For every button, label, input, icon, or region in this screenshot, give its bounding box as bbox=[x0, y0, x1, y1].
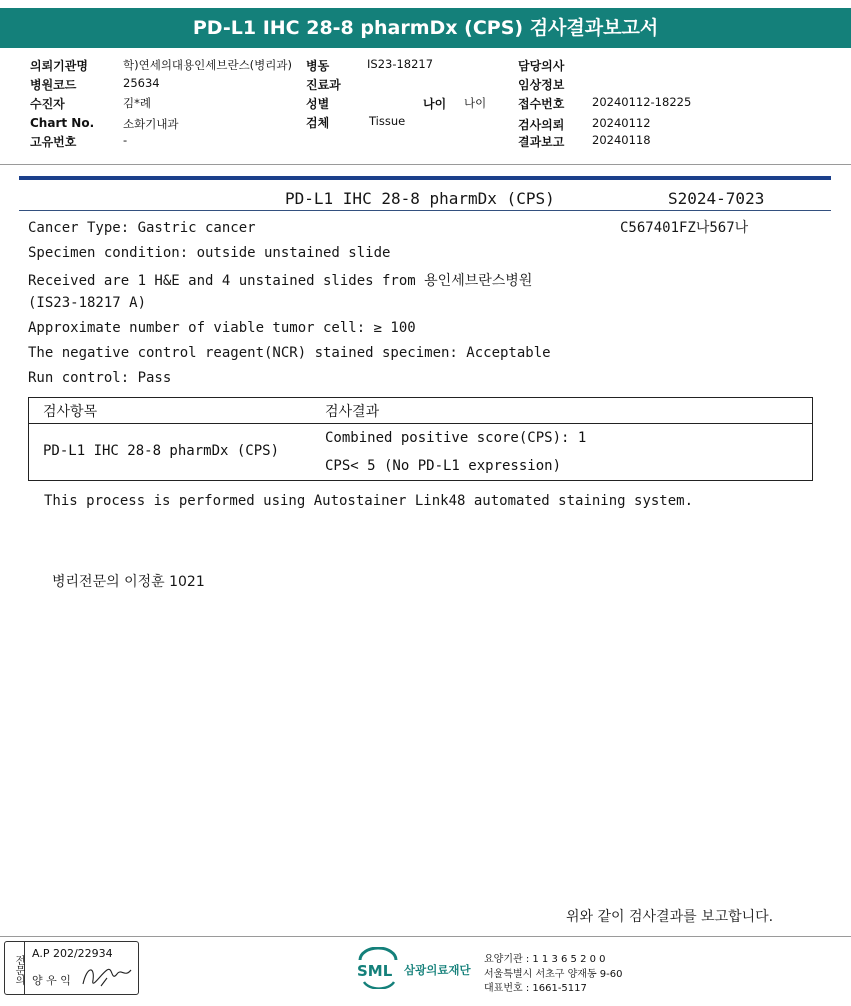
age-label: 나이 bbox=[423, 97, 447, 111]
header-divider bbox=[0, 164, 851, 165]
specimen-value: Tissue bbox=[369, 114, 406, 128]
report-date-value: 20240118 bbox=[592, 133, 651, 147]
patient-label: 수진자 bbox=[30, 97, 65, 111]
stamp-vertical-label: 전문의 bbox=[5, 942, 25, 994]
sml-logo-text: SML bbox=[357, 962, 393, 980]
sex-label: 성별 bbox=[306, 97, 330, 111]
doctor-label: 담당의사 bbox=[518, 59, 565, 73]
test-item-header: 검사항목 bbox=[43, 404, 98, 420]
address-line: 서울특별시 서초구 양재동 9-60 bbox=[484, 969, 623, 980]
clinical-info-label: 임상정보 bbox=[518, 78, 565, 92]
result-table-header-divider bbox=[29, 423, 812, 424]
test-result-header: 검사결과 bbox=[325, 404, 380, 420]
hospital-name-label: 의뢰기관명 bbox=[30, 59, 88, 73]
chart-no-value: 소화기내과 bbox=[123, 117, 179, 131]
test-item-cell: PD-L1 IHC 28-8 pharmDx (CPS) bbox=[43, 443, 280, 459]
cps-score-cell: Combined positive score(CPS): 1 bbox=[325, 430, 587, 446]
hospital-code-value: 25634 bbox=[123, 76, 160, 90]
cancer-type-line: Cancer Type: Gastric cancer bbox=[28, 220, 256, 236]
pathologist-signature: 병리전문의 이정훈 1021 bbox=[52, 574, 205, 590]
ncr-line: The negative control reagent(NCR) stained specimen: Acceptable bbox=[28, 345, 551, 361]
age-value: 나이 bbox=[464, 96, 487, 110]
patient-value: 김*례 bbox=[123, 96, 151, 110]
foundation-name: 삼광의료재단 bbox=[404, 963, 471, 977]
sml-logo-icon bbox=[356, 947, 402, 989]
phone-line: 대표번호 : 1661-5117 bbox=[484, 983, 587, 994]
handwritten-signature bbox=[77, 960, 137, 992]
sml-logo bbox=[356, 947, 474, 989]
specimen-label: 검체 bbox=[306, 116, 330, 130]
closing-statement: 위와 같이 검사결과를 보고합니다. bbox=[566, 909, 774, 925]
process-note: This process is performed using Autostainer Link48 automated staining system. bbox=[44, 493, 694, 509]
report-sub-rule bbox=[19, 210, 831, 211]
department-label: 진료과 bbox=[306, 78, 341, 92]
cps-interpretation-cell: CPS< 5 (No PD-L1 expression) bbox=[325, 458, 562, 474]
case-id-line: (IS23-18217 A) bbox=[28, 295, 147, 311]
unique-no-label: 고유번호 bbox=[30, 135, 77, 149]
report-number: S2024-7023 bbox=[668, 189, 765, 208]
report-top-rule bbox=[19, 176, 831, 180]
ward-label: 병동 bbox=[306, 59, 330, 73]
specimen-code: C567401FZ나567나 bbox=[620, 220, 749, 236]
accession-no-label: 접수번호 bbox=[518, 97, 565, 111]
institution-code: 요양기관 : 1 1 3 6 5 2 0 0 bbox=[484, 954, 606, 965]
report-test-name: PD-L1 IHC 28-8 pharmDx (CPS) bbox=[285, 189, 555, 208]
specialist-stamp bbox=[4, 941, 139, 995]
hospital-code-label: 병원코드 bbox=[30, 78, 77, 92]
stamp-name: 양 우 익 bbox=[32, 974, 71, 987]
request-date-value: 20240112 bbox=[592, 116, 651, 130]
specimen-condition-line: Specimen condition: outside unstained slide bbox=[28, 245, 391, 261]
received-slides-line: Received are 1 H&E and 4 unstained slides from 용인세브란스병원 bbox=[28, 273, 533, 289]
report-title: PD-L1 IHC 28-8 pharmDx (CPS) 검사결과보고서 bbox=[0, 8, 851, 48]
accession-no-value: 20240112-18225 bbox=[592, 95, 692, 109]
report-date-label: 결과보고 bbox=[518, 135, 565, 149]
hospital-name-value: 학)연세의대용인세브란스(병리과) bbox=[123, 58, 292, 72]
unique-no-value: - bbox=[123, 133, 128, 147]
run-control-line: Run control: Pass bbox=[28, 370, 172, 386]
chart-no-label: Chart No. bbox=[30, 116, 95, 130]
tumor-cell-line: Approximate number of viable tumor cell: ≥ 100 bbox=[28, 320, 416, 336]
request-date-label: 검사의뢰 bbox=[518, 118, 565, 132]
ward-value: IS23-18217 bbox=[367, 57, 434, 71]
stamp-license: A.P 202/22934 bbox=[32, 947, 113, 960]
footer-divider bbox=[0, 936, 851, 937]
result-table bbox=[28, 397, 813, 481]
